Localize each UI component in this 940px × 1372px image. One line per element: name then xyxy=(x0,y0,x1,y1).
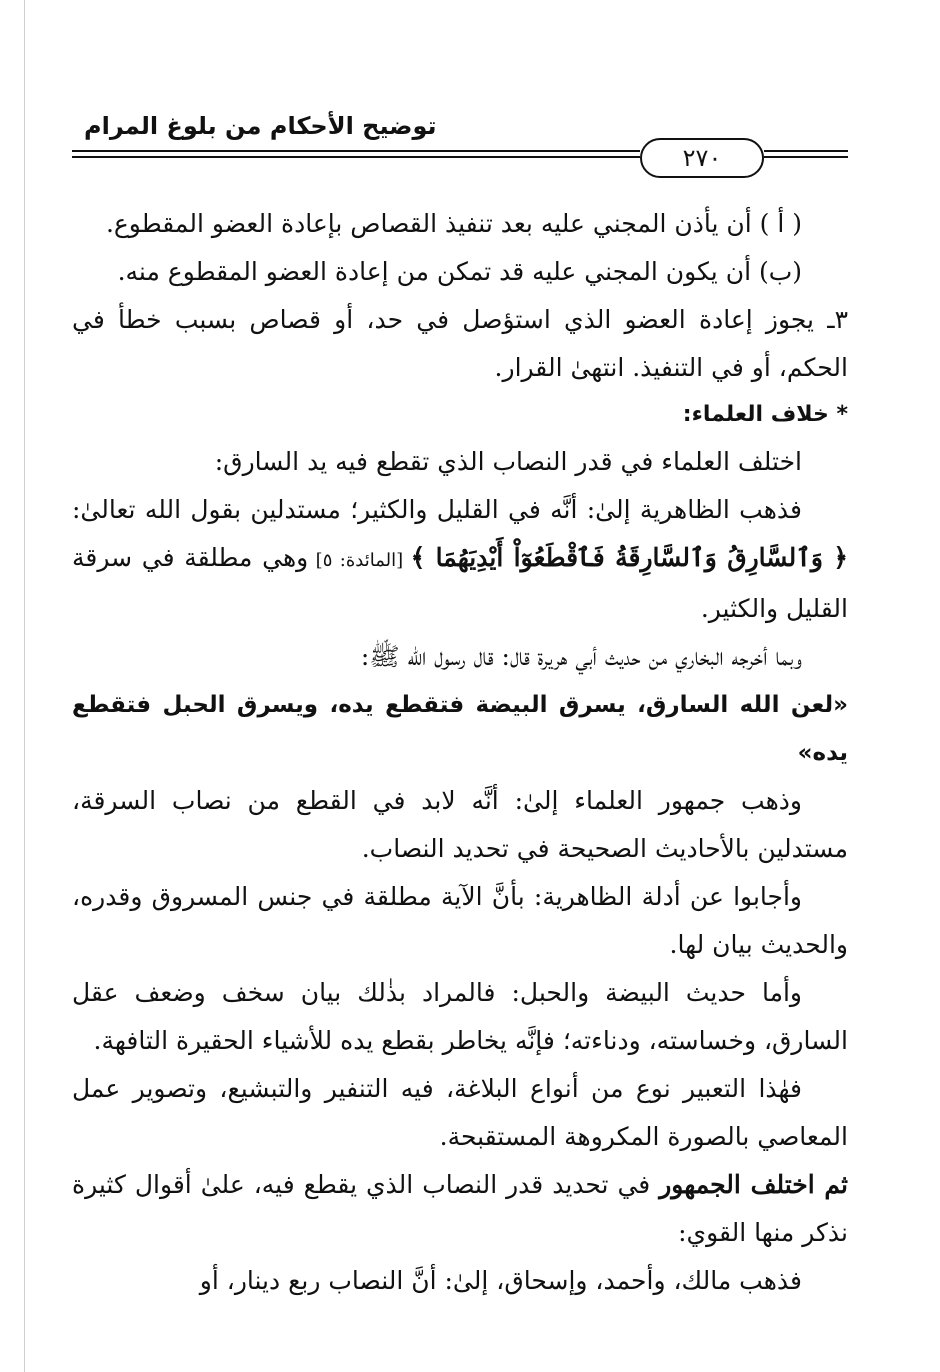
paragraph-5: وأجابوا عن أدلة الظاهرية: بأنَّ الآية مطلقة في جنس المسروق وقدره، والحديث بيان لها. xyxy=(72,882,848,959)
paragraph-2 xyxy=(72,486,848,633)
header-rule-left-bottom xyxy=(72,156,640,158)
paragraph-6: وأما حديث البيضة والحبل: فالمراد بذٰلك بيان سخف وضعف عقل السارق، وخساسته، ودناءته؛ فإنَّه يخاطر بقطع يده للأشياء الحقيرة التافهة. xyxy=(72,978,848,1055)
book-title: توضيح الأحكام من بلوغ المرام xyxy=(84,112,437,140)
paragraph-7: فهٰذا التعبير نوع من أنواع البلاغة، فيه التنفير والتبشيع، وتصوير عمل المعاصي بالصورة المكروهة المستقبحة. xyxy=(72,1074,848,1151)
item-a: ( أ ) أن يأذن المجني عليه بعد تنفيذ القصاص بإعادة العضو المقطوع. xyxy=(105,209,802,238)
paragraph-8 xyxy=(72,1161,848,1257)
paragraph-2-text: فذهب الظاهرية إلىٰ: أنَّه في القليل والكثير؛ مستدلين بقول الله تعالىٰ: xyxy=(72,495,802,524)
quran-verse: ﴿ وَٱلسَّارِقُ وَٱلسَّارِقَةُ فَٱقْطَعُوٓاْ أَيْدِيَهُمَا ﴾ xyxy=(410,543,849,572)
paragraph-9: فذهب مالك، وأحمد، وإسحاق، إلىٰ: أنَّ النصاب ربع دينار، أو xyxy=(199,1266,802,1295)
paragraph-8-text: في تحديد قدر النصاب الذي يقطع فيه، علىٰ أقوال كثيرة نذكر منها القوي: xyxy=(72,1170,848,1247)
page-number: ٢٧٠ xyxy=(682,144,722,172)
hadith-quote: «لعن الله السارق، يسرق البيضة فتقطع يده، ويسرق الحبل فتقطع يده» xyxy=(72,692,848,766)
header-rule-right-top xyxy=(764,150,848,152)
item-3: ٣ـ يجوز إعادة العضو الذي استؤصل في حد، أو قصاص بسبب خطأ في الحكم، أو في التنفيذ. انتهىٰ القرار. xyxy=(72,305,848,382)
item-b: (ب) أن يكون المجني عليه قد تمكن من إعادة العضو المقطوع منه. xyxy=(117,257,802,286)
paragraph-4: وذهب جمهور العلماء إلىٰ: أنَّه لابد في القطع من نصاب السرقة، مستدلين بالأحاديث الصحيحة في تحديد النصاب. xyxy=(72,786,848,863)
paragraph-2-end: وهي مطلقة في سرقة القليل والكثير. xyxy=(72,543,848,623)
header-rule-left-top xyxy=(72,150,640,152)
page-header xyxy=(72,100,848,190)
page-body xyxy=(72,200,848,1305)
paragraph-1: اختلف العلماء في قدر النصاب الذي تقطع فيه يد السارق: xyxy=(214,447,802,476)
section-heading: * خلاف العلماء: xyxy=(682,402,848,427)
quran-reference: [المائدة: ٥] xyxy=(308,550,411,571)
paragraph-8-lead: ثم اختلف الجمهور xyxy=(659,1170,848,1199)
page-edge-line xyxy=(24,0,25,1372)
header-rule-right-bottom xyxy=(764,156,848,158)
paragraph-3: وبما أخرجه البخاري من حديث أبي هريرة قال: قال رسول الله ﷺ: xyxy=(360,642,802,671)
page-number-badge xyxy=(640,138,764,178)
